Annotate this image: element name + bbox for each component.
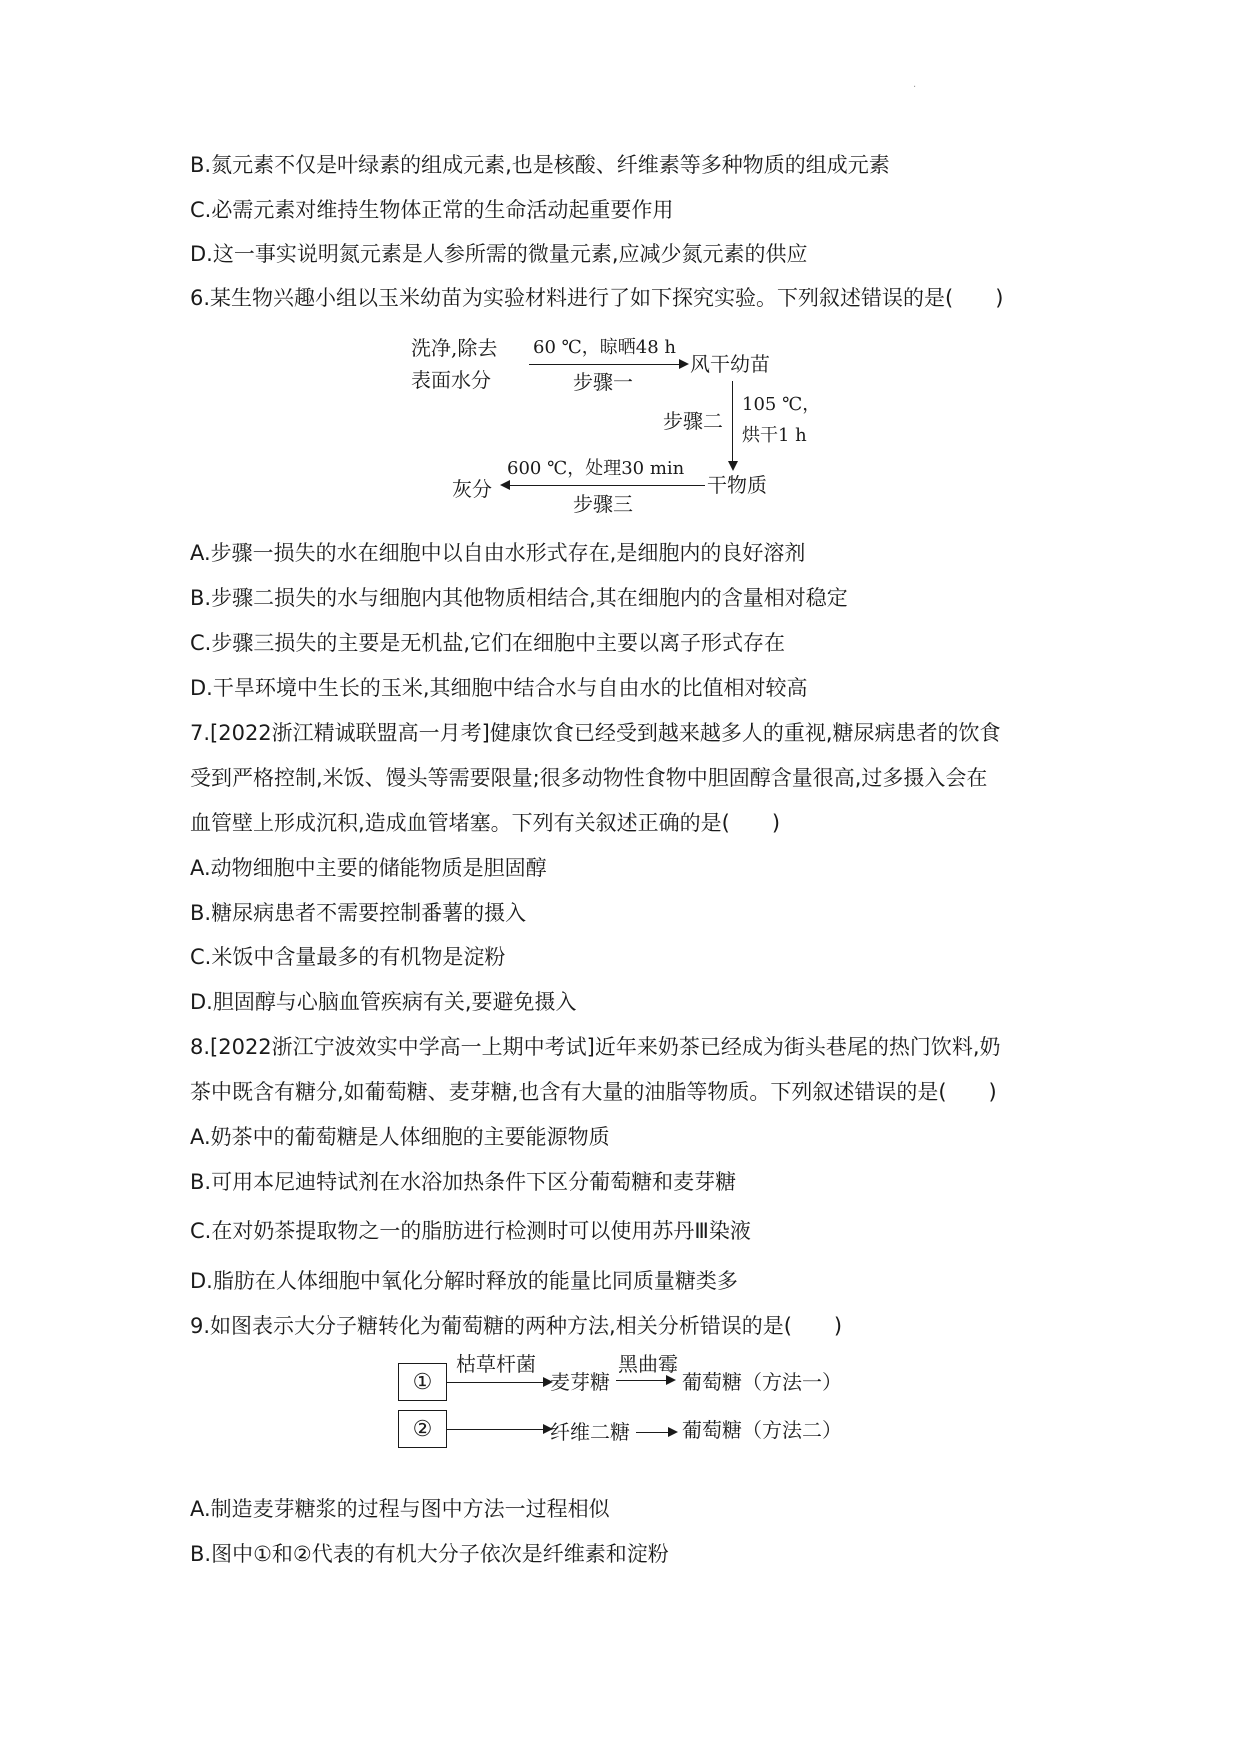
node-air-dried-seedling: 风干幼苗 — [690, 352, 770, 376]
node-ash: 灰分 — [452, 477, 492, 501]
q8-option-b: B.可用本尼迪特试剂在水浴加热条件下区分葡萄糖和麦芽糖 — [190, 1170, 737, 1194]
q8-option-a: A.奶茶中的葡萄糖是人体细胞的主要能源物质 — [190, 1125, 610, 1149]
arrow2-line — [616, 1380, 668, 1381]
q7-option-b: B.糖尿病患者不需要控制番薯的摄入 — [190, 901, 527, 925]
q7-option-c: C.米饭中含量最多的有机物是淀粉 — [190, 945, 506, 969]
q9-option-b: B.图中①和②代表的有机大分子依次是纤维素和淀粉 — [190, 1542, 669, 1566]
q8-stem-line2: 茶中既含有糖分,如葡萄糖、麦芽糖,也含有大量的油脂等物质。下列叙述错误的是( ) — [190, 1080, 997, 1104]
q7-option-d: D.胆固醇与心脑血管疾病有关,要避免摄入 — [190, 990, 577, 1014]
step2-label: 步骤二 — [663, 409, 723, 433]
step2-condition-1: 105 ℃， — [742, 394, 821, 415]
node-dry-matter: 干物质 — [707, 473, 767, 497]
result-method-1: 葡萄糖（方法一） — [682, 1370, 842, 1394]
q7-option-a: A.动物细胞中主要的储能物质是胆固醇 — [190, 856, 547, 880]
q5-option-d: D.这一事实说明氮元素是人参所需的微量元素,应减少氮元素的供应 — [190, 242, 808, 266]
macromolecule-box-1: ① — [398, 1363, 447, 1401]
diagram-start-line1: 洗净,除去 — [411, 336, 498, 360]
q6-option-a: A.步骤一损失的水在细胞中以自由水形式存在,是细胞内的良好溶剂 — [190, 541, 806, 565]
step3-label: 步骤三 — [573, 492, 633, 516]
arrow1-label: 枯草杆菌 — [456, 1352, 536, 1376]
q8-option-d: D.脂肪在人体细胞中氧化分解时释放的能量比同质量糖类多 — [190, 1269, 738, 1293]
arrow3-line — [447, 1429, 545, 1430]
q6-option-c: C.步骤三损失的主要是无机盐,它们在细胞中主要以离子形式存在 — [190, 631, 786, 655]
q8-option-c: C.在对奶茶提取物之一的脂肪进行检测时可以使用苏丹Ⅲ染液 — [190, 1219, 751, 1243]
step3-condition: 600 ℃，处理30 min — [507, 458, 685, 479]
q9-option-a: A.制造麦芽糖浆的过程与图中方法一过程相似 — [190, 1497, 610, 1521]
step1-label: 步骤一 — [573, 370, 633, 394]
node-cellobiose: 纤维二糖 — [550, 1420, 630, 1444]
arrow4-line — [636, 1432, 670, 1433]
node-maltose: 麦芽糖 — [550, 1370, 610, 1394]
result-method-2: 葡萄糖（方法二） — [682, 1418, 842, 1442]
diagram-start-line2: 表面水分 — [411, 368, 491, 392]
step1-condition: 60 ℃，晾晒48 h — [533, 337, 676, 358]
q8-stem-line1: 8.[2022浙江宁波效实中学高一上期中考试]近年来奶茶已经成为街头巷尾的热门饮料,奶 — [190, 1035, 1001, 1059]
step2-condition-2: 烘干1 h — [742, 425, 807, 446]
q6-option-d: D.干旱环境中生长的玉米,其细胞中结合水与自由水的比值相对较高 — [190, 676, 808, 700]
q5-option-b: B.氮元素不仅是叶绿素的组成元素,也是核酸、纤维素等多种物质的组成元素 — [190, 153, 890, 177]
arrow2-label: 黑曲霉 — [618, 1352, 678, 1376]
arrow1-line — [447, 1382, 545, 1383]
q9-stem: 9.如图表示大分子糖转化为葡萄糖的两种方法,相关分析错误的是( ) — [190, 1314, 843, 1338]
q7-stem-line2: 受到严格控制,米饭、馒头等需要限量;很多动物性食物中胆固醇含量很高,过多摄入会在 — [190, 766, 988, 790]
q7-stem-line1: 7.[2022浙江精诚联盟高一月考]健康饮食已经受到越来越多人的重视,糖尿病患者的饮食 — [190, 721, 1001, 745]
q6-stem: 6.某生物兴趣小组以玉米幼苗为实验材料进行了如下探究实验。下列叙述错误的是( ) — [190, 286, 1004, 310]
arrow2-head — [666, 1375, 676, 1385]
q5-option-c: C.必需元素对维持生物体正常的生命活动起重要作用 — [190, 198, 674, 222]
q6-option-b: B.步骤二损失的水与细胞内其他物质相结合,其在细胞内的含量相对稳定 — [190, 586, 848, 610]
arrow4-head — [668, 1427, 678, 1437]
header-dot: · — [913, 82, 917, 93]
q7-stem-line3: 血管壁上形成沉积,造成血管堵塞。下列有关叙述正确的是( ) — [190, 811, 781, 835]
macromolecule-box-2: ② — [398, 1410, 447, 1448]
